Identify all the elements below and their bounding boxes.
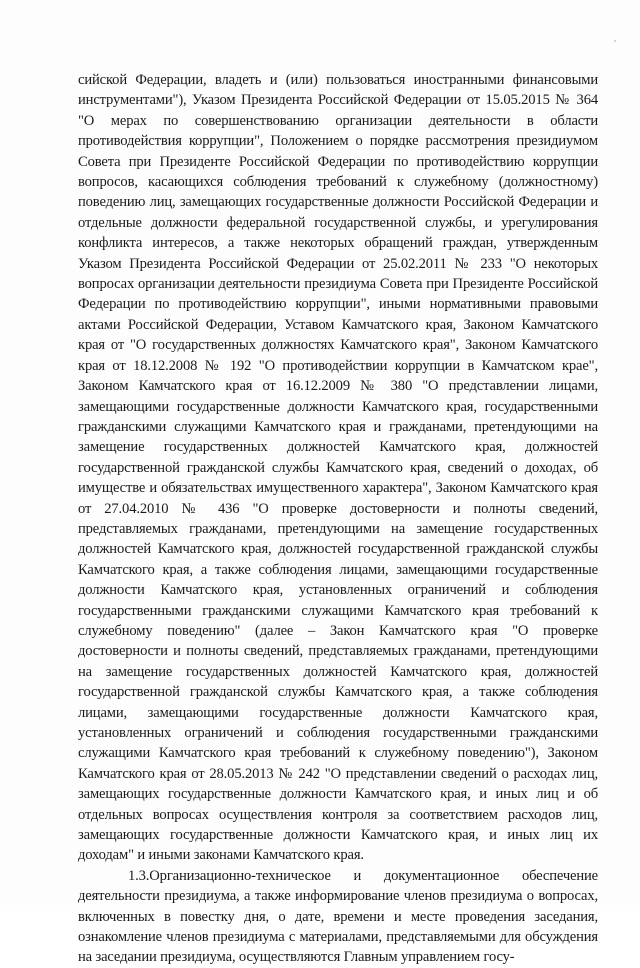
paragraph-continuation: сийской Федерации, владеть и (или) пользоваться иностранными финансовыми инструментами"), Указом Президента Российской Федерации от 15.05.2015 № 364 "О мерах по совершенствованию организации деятельности в области противодействия коррупции", Положением о порядке рассмотрения президиумом Совета при Президенте Российской Федерации по противодействию коррупции вопросов, касающихся соблюдения требований к служебному (должностному) поведению лиц, замещающих государственные должности Российской Федерации и отдельные должности федеральной государственной службы, и урегулирования конфликта интересов, а также некоторых обращений граждан, утвержденным Указом Президента Российской Федерации от 25.02.2011 № 233 "О некоторых вопросах организации деятельности президиума Совета при Президенте Российской Федерации по противодействию коррупции", иными нормативными правовыми актами Российской Федерации, Уставом Камчатского края, Законом Камчатского края от "О государственных должностях Камчатского края", Законом Камчатского края от 18.12.2008 № 192 "О противодействии коррупции в Камчатском крае", Законом Камчатского края от 16.12.2009 № 380 "О представлении лицами, замещающими государственные должности Камчатского края, государственными гражданскими служащими Камчатского края и гражданами, претендующими на замещение государственных должностей Камчатского края, должностей государственной гражданской службы Камчатского края, сведений о доходах, об имуществе и обязательствах имущественного характера", Законом Камчатского края от 27.04.2010 № 436 "О проверке достоверности и полноты сведений, представляемых гражданами, претендующими на замещение государственных должностей Камчатского края, должностей государственной гражданской службы Камчатского края, а также соблюдения лицами, замещающими государственные должности Камчатского края, установленных ограничений и соблюдения государственными гражданскими служащими Камчатского края требований к служебному поведению" (далее – Закон Камчатского края "О проверке достоверности и полноты сведений, представляемых гражданами, претендующими на замещение государственных должностей Камчатского края, должностей государственной гражданской службы Камчатского края, а также соблюдения лицами, замещающими государственные должности Камчатского края, установленных ограничений и соблюдения государственными гражданскими служащими Камчатского края требований к служебному поведению"), Законом Камчатского края от 28.05.2013 № 242 "О представлении сведений о расходах лиц, замещающих государственные должности Камчатского края, и иных лиц и об отдельных вопросах осуществления контроля за соответствием расходов лиц, замещающих государственные должности Камчатского края, и иных лиц их доходам" и иными законами Камчатского края. <box>78 72 598 864</box>
scan-speck <box>614 40 616 42</box>
paragraph-1-3: 1.3.Организационно-техническое и документационное обеспечение деятельности президиума, а также информирование членов президиума о вопросах, включенных в повестку дня, о дате, времени и месте проведения заседания, ознакомление членов президиума с материалами, представляемыми для обсуждения на заседании президиума, осуществляются Главным управлением госу- <box>78 867 598 966</box>
document-body <box>78 70 598 968</box>
